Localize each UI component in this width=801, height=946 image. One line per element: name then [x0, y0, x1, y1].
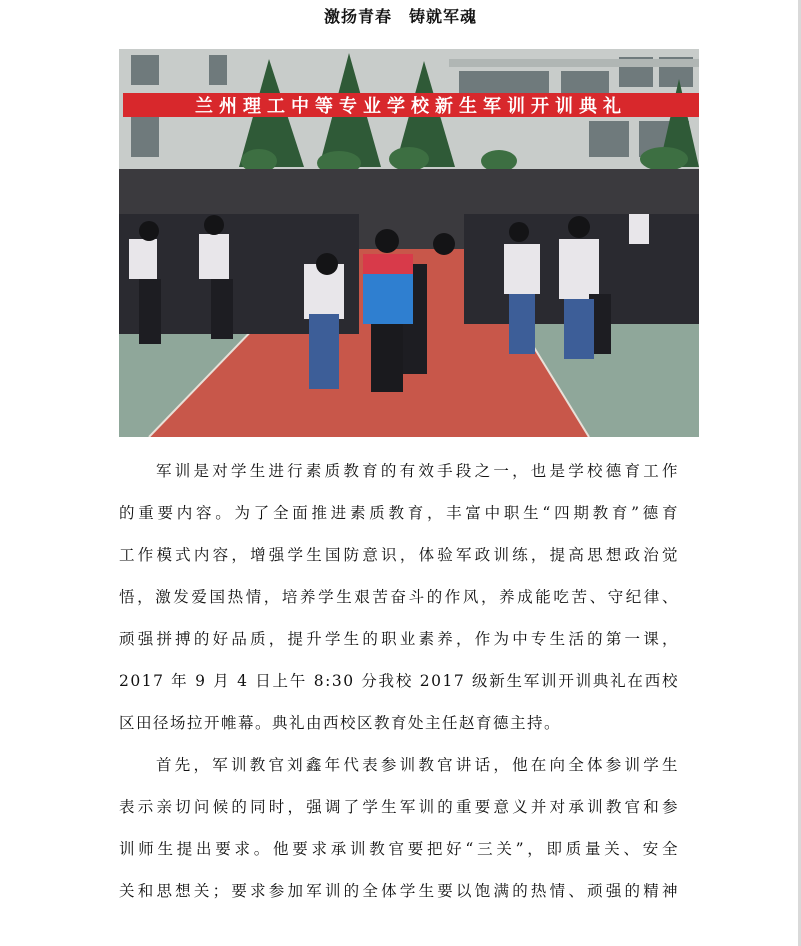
- article-body: [119, 450, 679, 912]
- text-line: 工作模式内容，增强学生国防意识，体验军政训练，提高思想政治觉: [119, 546, 679, 564]
- text-line: 军训是对学生进行素质教育的有效手段之一，也是学校德育工作: [156, 462, 679, 480]
- event-photo: [119, 49, 699, 437]
- banner-text: 兰州理工中等专业学校新生军训开训典礼: [195, 96, 627, 117]
- text-line: 训师生提出要求。他要求承训教官要把好“三关”，即质量关、安全: [119, 840, 679, 858]
- text-line: 悟，激发爱国热情，培养学生艰苦奋斗的作风，养成能吃苦、守纪律、: [119, 588, 679, 606]
- text-line: 首先，军训教官刘鑫年代表参训教官讲话，他在向全体参训学生: [156, 756, 679, 774]
- text-line: 表示亲切问候的同时，强调了学生军训的重要意义并对承训教官和参: [119, 798, 679, 816]
- text-line: 2017 年 9 月 4 日上午 8:30 分我校 2017 级新生军训开训典礼在西校: [119, 672, 679, 690]
- text-line: 的重要内容。为了全面推进素质教育，丰富中职生“四期教育”德育: [119, 504, 679, 522]
- paragraph-2: [119, 744, 679, 912]
- document-title: 激扬青春 铸就军魂: [323, 7, 477, 26]
- text-line: 区田径场拉开帷幕。典礼由西校区教育处主任赵育德主持。: [119, 714, 562, 732]
- paragraph-1: [119, 450, 679, 744]
- text-line: 关和思想关；要求参加军训的全体学生要以饱满的热情、顽强的精神: [119, 882, 679, 900]
- text-line: 顽强拼搏的好品质，提升学生的职业素养，作为中专生活的第一课，: [119, 630, 679, 648]
